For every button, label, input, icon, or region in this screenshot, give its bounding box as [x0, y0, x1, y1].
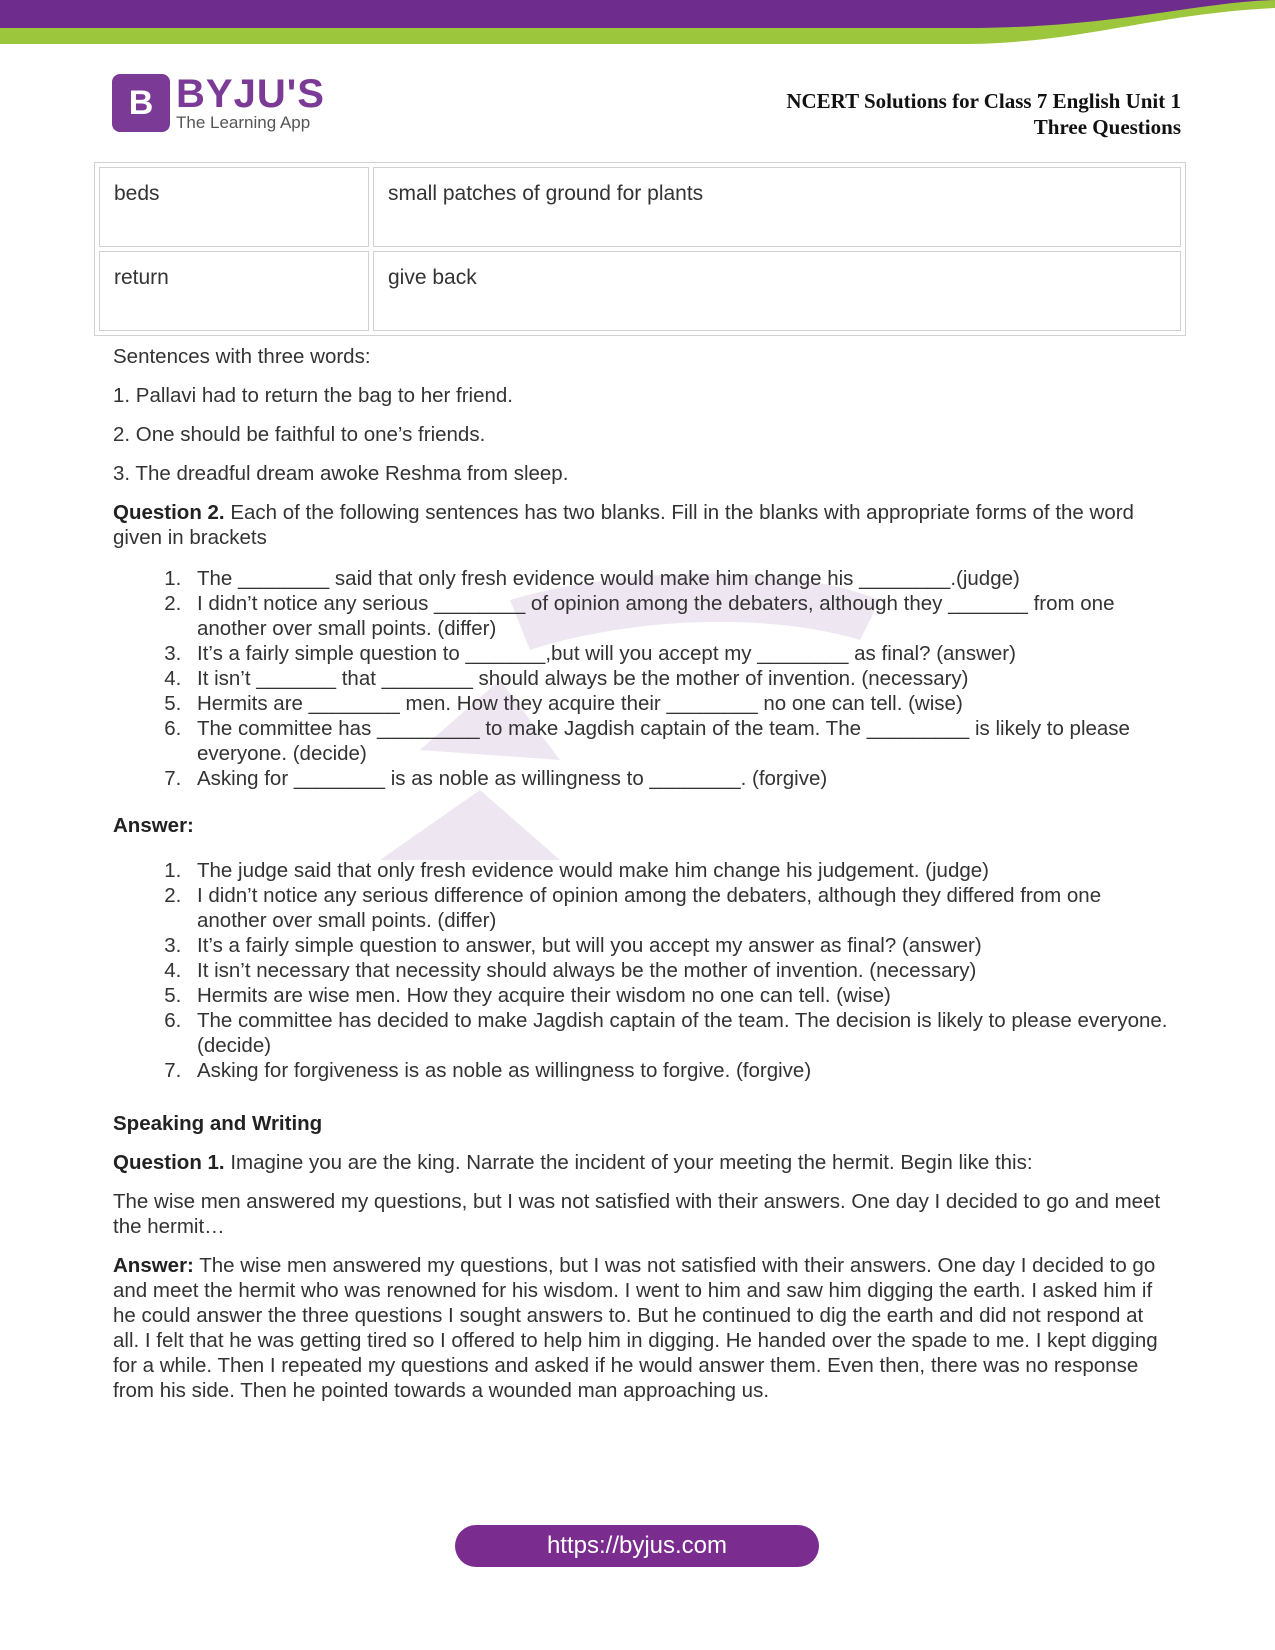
- list-item: 4. It isn’t necessary that necessity should always be the mother of invention. (necessary): [187, 958, 1173, 983]
- question-2-text: Each of the following sentences has two blanks. Fill in the blanks with appropriate forms of the word given in brackets: [113, 501, 1134, 549]
- list-item: 1. The ________ said that only fresh evidence would make him change his ________.(judge): [187, 566, 1173, 591]
- list-item: 2. I didn’t notice any serious ________ of opinion among the debaters, although they _______ from one another over small points. (differ): [187, 591, 1173, 641]
- answer-text: The wise men answered my questions, but I was not satisfied with their answers. One day I decided to go and meet the hermit who was renowned for his wisdom. I went to him and saw him digging the earth. I asked him if he could answer the three questions I sought answers to. But he continued to dig the earth and did not respond at all. I felt that he was getting tired so I offered to help him in digging. He handed over the spade to me. I kept digging for a while. Then I repeated my questions and asked if he would answer them. Even then, there was no response from his side. Then he pointed towards a wounded man approaching us.: [113, 1254, 1158, 1402]
- sentence-item: 3. The dreadful dream awoke Reshma from sleep.: [113, 462, 569, 485]
- list-item: 2. I didn’t notice any serious difference of opinion among the debaters, although they differed from one another over small points. (differ): [187, 883, 1173, 933]
- logo-mark: B: [112, 74, 170, 132]
- logo-tagline: The Learning App: [176, 113, 311, 132]
- list-item: 1. The judge said that only fresh evidence would make him change his judgement. (judge): [187, 858, 1173, 883]
- list-item: 4. It isn’t _______ that ________ should always be the mother of invention. (necessary): [187, 666, 1173, 691]
- question-1-label: Question 1.: [113, 1151, 225, 1174]
- list-item: 7. Asking for ________ is as noble as willingness to ________. (forgive): [187, 766, 1173, 791]
- question-prompt: The wise men answered my questions, but I was not satisfied with their answers. One day I decided to go and meet the hermit…: [113, 1190, 1161, 1238]
- table-cell-meaning: give back: [373, 251, 1181, 331]
- speaking-answer: [113, 1253, 1173, 1403]
- list-item: 7. Asking for forgiveness is as noble as willingness to forgive. (forgive): [187, 1058, 1173, 1083]
- table-row: [99, 167, 1181, 247]
- top-decorative-band: [0, 0, 1275, 44]
- question-2-label: Question 2.: [113, 501, 225, 524]
- list-item: 5. Hermits are ________ men. How they acquire their ________ no one can tell. (wise): [187, 691, 1173, 716]
- byjus-logo: [112, 74, 325, 132]
- answer-label: Answer:: [113, 814, 194, 837]
- table-cell-word: return: [99, 251, 369, 331]
- logo-brand-name: BYJU'S: [176, 72, 325, 116]
- question-2: [113, 500, 1173, 550]
- answer-heading: [113, 813, 1173, 838]
- list-item: 6. The committee has decided to make Jagdish captain of the team. The decision is likely to please everyone. (decide): [187, 1008, 1173, 1058]
- speaking-question-1: [113, 1150, 1173, 1175]
- table-row: [99, 251, 1181, 331]
- sentence-item: 1. Pallavi had to return the bag to her friend.: [113, 384, 514, 407]
- answer-label: Answer:: [113, 1254, 194, 1277]
- footer-url-link[interactable]: https://byjus.com: [455, 1525, 819, 1567]
- fill-blanks-list: [113, 566, 1173, 791]
- sentence-item: 2. One should be faithful to one’s friends.: [113, 423, 486, 446]
- page-title-line1: NCERT Solutions for Class 7 English Unit 1: [786, 89, 1181, 113]
- section-heading: Speaking and Writing: [113, 1112, 323, 1135]
- document-body: [113, 344, 1173, 1417]
- speaking-writing-heading: [113, 1111, 1173, 1136]
- list-item: 5. Hermits are wise men. How they acquire their wisdom no one can tell. (wise): [187, 983, 1173, 1008]
- vocabulary-table: [94, 162, 1186, 336]
- list-item: 3. It’s a fairly simple question to _______,but will you accept my ________ as final? (answer): [187, 641, 1173, 666]
- list-item: 6. The committee has _________ to make Jagdish captain of the team. The _________ is likely to please everyone. (decide): [187, 716, 1173, 766]
- table-cell-meaning: small patches of ground for plants: [373, 167, 1181, 247]
- page-title-line2: Three Questions: [1033, 115, 1181, 139]
- page-title: [786, 88, 1181, 140]
- question-1-text: Imagine you are the king. Narrate the incident of your meeting the hermit. Begin like this:: [224, 1151, 1033, 1174]
- answers-list: [113, 858, 1173, 1083]
- list-item: 3. It’s a fairly simple question to answer, but will you accept my answer as final? (answer): [187, 933, 1173, 958]
- sentences-intro: Sentences with three words:: [113, 345, 371, 368]
- table-cell-word: beds: [99, 167, 369, 247]
